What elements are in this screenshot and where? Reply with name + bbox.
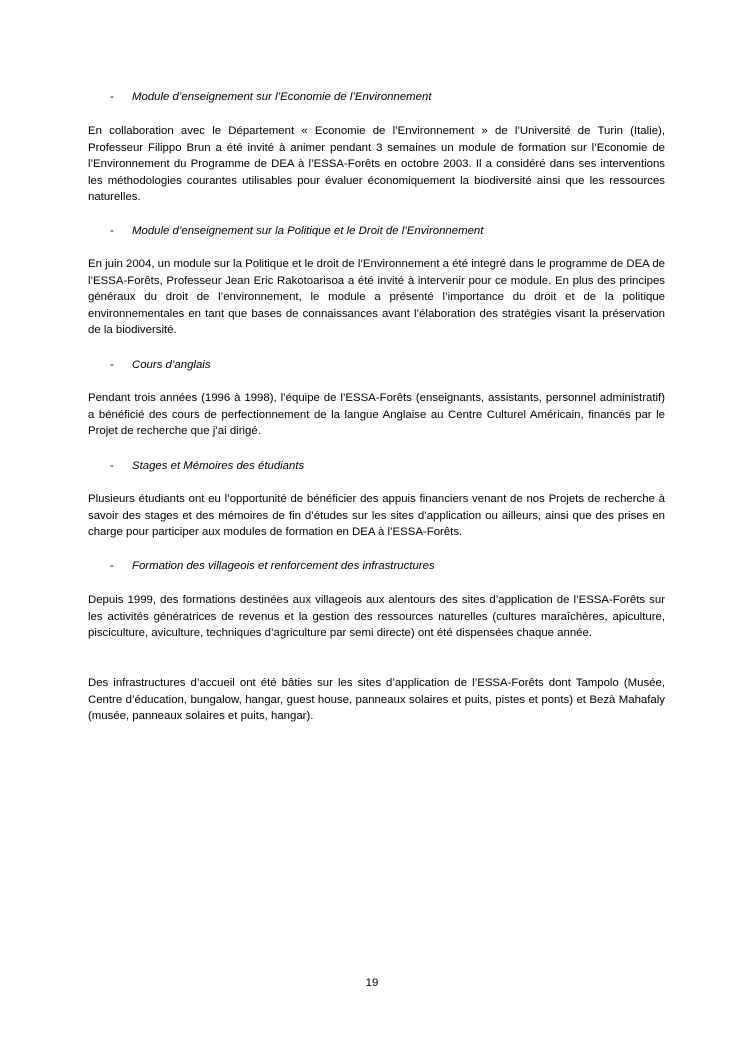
page-number: 19 — [365, 977, 379, 989]
section-heading-formation-villageois — [110, 558, 435, 574]
bullet-dash: - — [110, 560, 114, 572]
paragraph-infrastructures: Des infrastructures d’accueil ont été bâties sur les sites d’application de l’ESSA-Forêts dont Tampolo (Musée, Centre d’éducation, bungalow, hangar, guest house, panneaux solaires et puits, pistes et ponts) et Bezà Mahafaly (musée, panneaux solaires et puits, hangar). — [88, 677, 665, 723]
paragraph-politique-droit: En juin 2004, un module sur la Politique et le droit de l’Environnement a été integré dans le programme de DEA de l’ESSA-Forêts, Professeur Jean Eric Rakotoarisoa a été invité à intervenir pour ce module. En plus des principes généraux du droit de l’environnement, le module a présenté l’importance du droit et de la politique environnementales en tant que bases de connaissances avant l’élaboration des stratégies visant la préservation de la biodiversité. — [88, 258, 665, 337]
bullet-dash: - — [110, 91, 114, 103]
section-heading-text: Cours d’anglais — [132, 359, 211, 371]
paragraph-stages-memoires: Plusieurs étudiants ont eu l’opportunité de bénéficier des appuis financiers venant de nos Projets de recherche à savoir des stages et des mémoires de fin d’études sur les sites d’application ou ailleurs, ainsi que des prises en charge pour participer aux modules de formation en DEA à l’ESSA-Forêts. — [88, 493, 665, 539]
paragraph-cours-anglais: Pendant trois années (1996 à 1998), l’équipe de l’ESSA-Forêts (enseignants, assistants, personnel administratif) a bénéficié des cours de perfectionnement de la langue Anglaise au Centre Culturel Américain, financés par le Projet de recherche que j’ai dirigé. — [88, 392, 665, 438]
section-heading-text: Formation des villageois et renforcement des infrastructures — [132, 560, 435, 572]
bullet-dash: - — [110, 359, 114, 371]
section-heading-cours-anglais — [110, 357, 211, 373]
bullet-dash: - — [110, 225, 114, 237]
section-heading-text: Stages et Mémoires des étudiants — [132, 460, 305, 472]
section-heading-politique-droit — [110, 223, 483, 239]
paragraph-formation-villageois: Depuis 1999, des formations destinées aux villageois aux alentours des sites d’application de l’ESSA-Forêts sur les activités génératrices de revenus et la gestion des ressources naturelles (cultures maraîchères, apiculture, pisciculture, aviculture, techniques d’agriculture par semi directe) ont été dispensées chaque année. — [88, 594, 665, 640]
section-heading-economie — [110, 89, 432, 105]
section-heading-text: Module d’enseignement sur la Politique et le Droit de l’Environnement — [132, 225, 484, 237]
section-heading-stages-memoires — [110, 458, 304, 474]
section-heading-text: Module d’enseignement sur l’Economie de l’Environnement — [132, 91, 432, 103]
bullet-dash: - — [110, 460, 114, 472]
paragraph-economie: En collaboration avec le Département « Economie de l’Environnement » de l’Université de Turin (Italie), Professeur Filippo Brun a été invité à animer pendant 3 semaines un module de formation sur l’Economie de l’Environnement du Programme de DEA à l’ESSA-Forêts en octobre 2003. Il a considéré dans ses interventions les méthodologies courantes utilisables pour évaluer économiquement la biodiversité ainsi que les ressources naturelles. — [88, 125, 665, 204]
